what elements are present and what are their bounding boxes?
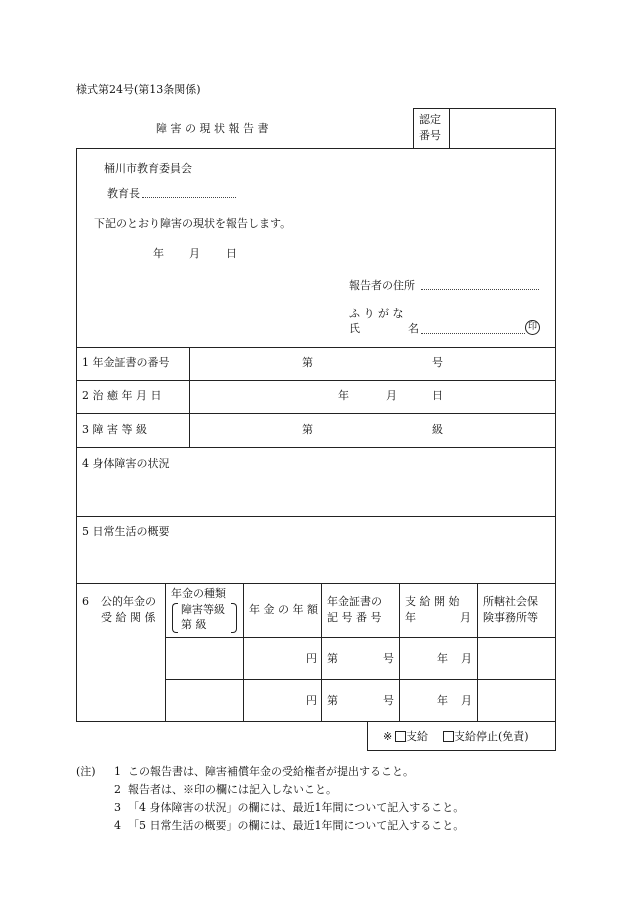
pension-bottom-border [76, 721, 556, 722]
payment-checkbox[interactable] [395, 731, 406, 742]
col-amount-header: 年 金 の 年 額 [249, 603, 318, 616]
notes-label: (注) [76, 765, 96, 778]
pension-yen-1: 円 [306, 652, 317, 665]
row3-dai: 第 [302, 423, 313, 436]
pension-col4-divider [399, 583, 400, 721]
col-cert-header-1: 年金証書の [327, 595, 382, 608]
date-month: 月 [189, 247, 200, 260]
note-4-num: 4 [114, 819, 121, 832]
cert-label-1: 認定 [419, 113, 441, 126]
row3-top-border [76, 413, 556, 414]
cert-right-border [555, 108, 556, 149]
table-left-border [76, 148, 77, 722]
row1-top-border [76, 347, 556, 348]
row2-year: 年 [338, 389, 349, 402]
address-field[interactable] [421, 276, 539, 290]
note-2-num: 2 [114, 783, 121, 796]
row2-month: 月 [386, 389, 397, 402]
note-1-text: この報告書は、障害補償年金の受給権者が提出すること。 [128, 765, 414, 778]
row2-day: 日 [432, 389, 443, 402]
row6-top-border [76, 583, 556, 584]
pension-type-field-1[interactable] [167, 639, 242, 678]
furigana-label: ふ り が な [349, 307, 404, 320]
row2-top-border [76, 380, 556, 381]
date-year: 年 [153, 247, 164, 260]
note-2-text: 報告者は、※印の欄には記入しないこと。 [128, 783, 337, 796]
pension-office-field-1[interactable] [479, 639, 554, 678]
form-title: 障 害 の 現 状 報 告 書 [156, 122, 269, 135]
payment-label: 支給 [406, 730, 428, 743]
note-1-num: 1 [114, 765, 121, 778]
col-type-header: 年金の種類 [171, 587, 226, 600]
pension-label-1: 公的年金の [101, 595, 156, 608]
note-4-text: 「5 日常生活の概要」の欄には、最近1年間について記入すること。 [128, 819, 465, 832]
col-office-header-2: 険事務所等 [483, 611, 538, 624]
name-field[interactable] [421, 319, 525, 333]
pension-type-field-2[interactable] [167, 681, 242, 720]
pension-col2-divider [243, 583, 244, 721]
superintendent-name-line [142, 197, 236, 198]
row5-label: 5 日常生活の概要 [82, 525, 170, 538]
address-label: 報告者の住所 [349, 279, 415, 292]
status-bottom-border [367, 750, 556, 751]
suspension-label: 支給停止(免責) [454, 730, 529, 743]
col-office-header-1: 所轄社会保 [483, 595, 538, 608]
pension-row2-border [165, 679, 556, 680]
suspension-checkbox[interactable] [443, 731, 454, 742]
name-line [421, 333, 525, 334]
col-start-header-2a: 年 [405, 611, 416, 624]
cert-number-field[interactable] [451, 110, 553, 147]
header-bottom-border [76, 148, 556, 149]
pension-col5-divider [477, 583, 478, 721]
board-name: 桶川市教育委員会 [104, 162, 192, 175]
col-start-header-1: 支 給 開 始 [405, 595, 460, 608]
type-bracket-left [172, 603, 178, 633]
header-top-border [413, 108, 556, 109]
disability-grade-field[interactable] [191, 415, 553, 446]
daily-life-field[interactable] [78, 542, 553, 582]
row1-go: 号 [432, 356, 443, 369]
status-mark: ※ [383, 730, 393, 743]
row3-kyu: 級 [432, 423, 443, 436]
pension-yen-2: 円 [306, 694, 317, 707]
form-number: 様式第24号(第13条関係) [76, 83, 201, 96]
pension-dai-2: 第 [327, 694, 338, 707]
pension-month-1: 月 [461, 652, 472, 665]
row3-label: 3 障 害 等 級 [82, 423, 147, 436]
note-3-text: 「4 身体障害の状況」の欄には、最近1年間について記入すること。 [128, 801, 465, 814]
col-type-sub-2: 第 級 [181, 618, 207, 631]
row5-top-border [76, 516, 556, 517]
date-day: 日 [226, 247, 237, 260]
cert-left-border [413, 108, 414, 149]
physical-condition-field[interactable] [78, 474, 553, 514]
row1-dai: 第 [302, 356, 313, 369]
row1-label: 1 年金証書の番号 [82, 356, 170, 369]
status-left-border [367, 721, 368, 751]
row2-label: 2 治 癒 年 月 日 [82, 389, 162, 402]
pension-year-2: 年 [437, 694, 448, 707]
pension-office-field-2[interactable] [479, 681, 554, 720]
intro-text: 下記のとおり障害の現状を報告します。 [94, 217, 292, 230]
seal-mark: 印 [525, 320, 540, 335]
type-bracket-right [231, 603, 237, 633]
healing-date-field[interactable] [191, 382, 553, 412]
rows-label-divider [189, 347, 190, 447]
name-label-1: 氏 [349, 322, 360, 335]
pension-go-2: 号 [383, 694, 394, 707]
cert-divider [449, 108, 450, 149]
note-3-num: 3 [114, 801, 121, 814]
pension-label-2: 受 給 関 係 [101, 611, 156, 624]
cert-label-2: 番号 [419, 129, 441, 142]
col-cert-header-2: 記 号 番 号 [327, 611, 382, 624]
pension-go-1: 号 [383, 652, 394, 665]
superintendent-label: 教育長 [107, 187, 140, 200]
col-type-sub-1: 障害等級 [181, 603, 225, 616]
name-label-2: 名 [408, 322, 419, 335]
table-right-border [555, 148, 556, 751]
pension-month-2: 月 [461, 694, 472, 707]
row4-label: 4 身体障害の状況 [82, 457, 170, 470]
pension-dai-1: 第 [327, 652, 338, 665]
pension-col1-divider [165, 583, 166, 721]
pension-col3-divider [321, 583, 322, 721]
col-start-header-2b: 月 [460, 611, 471, 624]
pension-year-1: 年 [437, 652, 448, 665]
pension-row1-border [165, 637, 556, 638]
certificate-number-field[interactable] [191, 349, 553, 379]
pension-num: 6 [82, 595, 89, 608]
row4-top-border [76, 447, 556, 448]
